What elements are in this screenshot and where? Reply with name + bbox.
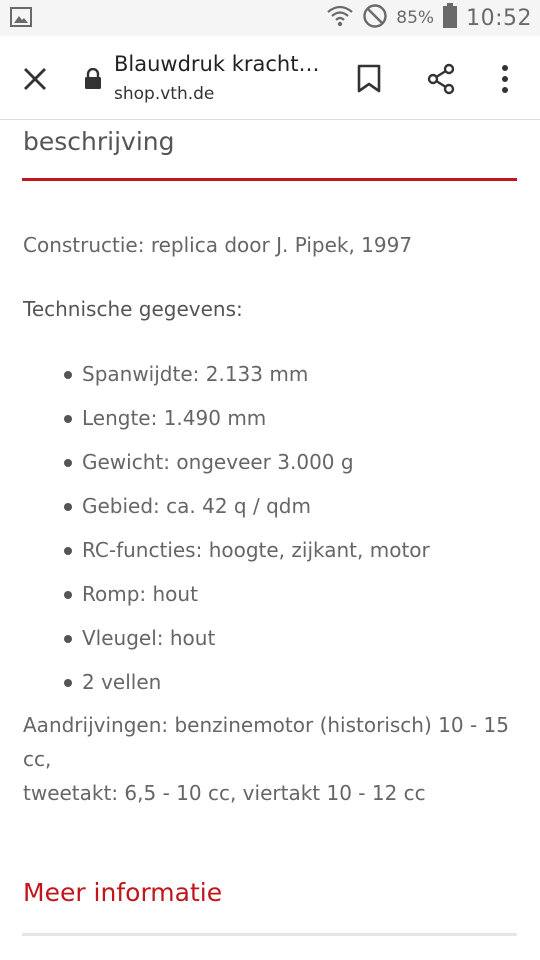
list-item: Vleugel: hout: [60, 621, 430, 665]
spec-list: [60, 357, 430, 709]
more-vert-icon[interactable]: [498, 64, 512, 94]
list-item: Gewicht: ongeveer 3.000 g: [60, 445, 430, 489]
page-content: [0, 121, 540, 960]
page-url[interactable]: shop.vth.de: [114, 84, 215, 104]
clock: 10:52: [466, 5, 532, 31]
page-title[interactable]: Blauwdruk kracht…: [114, 52, 320, 76]
list-item: RC-functies: hoogte, zijkant, motor: [60, 533, 430, 577]
drive-text: [23, 708, 523, 810]
bookmark-icon[interactable]: [356, 64, 382, 94]
wifi-icon: [326, 4, 354, 32]
battery-icon: [442, 3, 458, 33]
browser-toolbar: [0, 36, 540, 120]
list-item: Gebied: ca. 42 q / qdm: [60, 489, 430, 533]
list-item: Lengte: 1.490 mm: [60, 401, 430, 445]
list-item: Spanwijdte: 2.133 mm: [60, 357, 430, 401]
bottom-divider: [22, 933, 517, 936]
gallery-icon: [10, 7, 32, 27]
tech-heading: Technische gegevens:: [23, 297, 243, 321]
lock-icon: [83, 68, 103, 90]
section-heading[interactable]: beschrijving: [23, 127, 175, 156]
more-info-link[interactable]: Meer informatie: [23, 878, 223, 907]
construction-text: Constructie: replica door J. Pipek, 1997: [23, 233, 413, 257]
close-icon[interactable]: [22, 66, 48, 92]
drive-text-line-2: tweetakt: 6,5 - 10 cc, viertakt 10 - 12 cc: [23, 781, 426, 805]
share-icon[interactable]: [425, 63, 457, 95]
status-indicators: [326, 0, 532, 36]
do-not-disturb-icon: [362, 3, 388, 33]
list-item: 2 vellen: [60, 665, 430, 709]
status-bar: [0, 0, 540, 36]
list-item: Romp: hout: [60, 577, 430, 621]
drive-text-line-1: Aandrijvingen: benzinemotor (historisch) 10 - 15 cc,: [23, 713, 509, 771]
battery-percent: 85%: [396, 8, 435, 28]
heading-divider: [22, 178, 517, 181]
